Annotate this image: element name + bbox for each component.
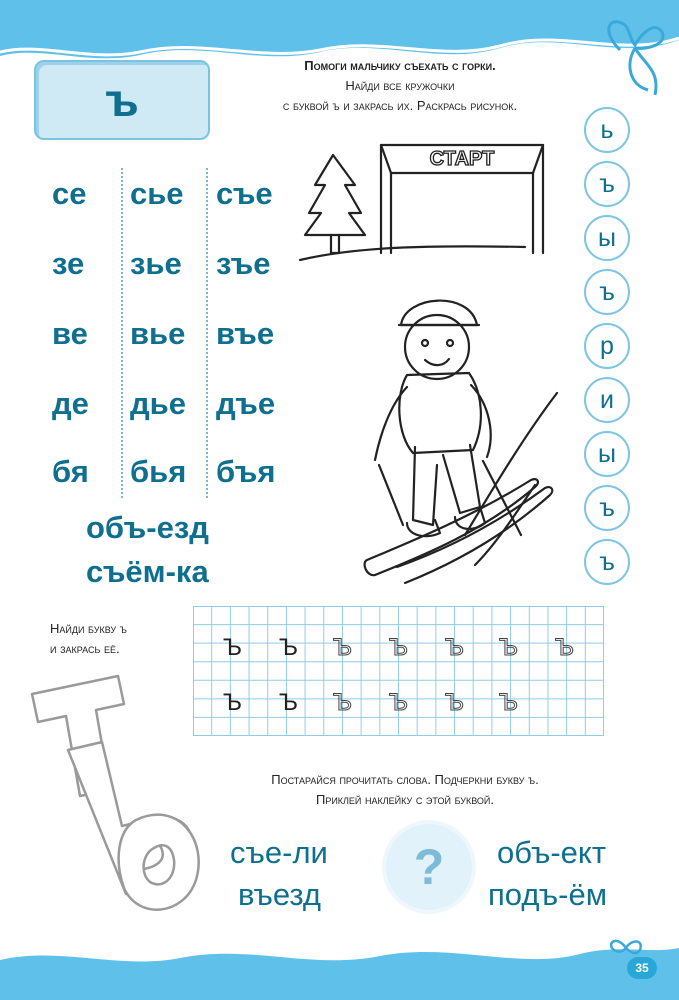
- syllable: дье: [130, 386, 186, 421]
- grid-letter-traced[interactable]: Ъ: [499, 634, 518, 661]
- syllable: зъе: [216, 246, 271, 281]
- grid-letter[interactable]: Ъ: [279, 689, 298, 716]
- page-number: 35: [627, 957, 657, 979]
- grid-letter-traced[interactable]: Ъ: [555, 634, 574, 661]
- word: объ-ект: [497, 835, 607, 870]
- grid-letter-traced[interactable]: Ъ: [389, 634, 408, 661]
- syllable: съе: [216, 176, 273, 211]
- column-divider: [206, 168, 208, 498]
- grid-letter-traced[interactable]: Ъ: [445, 689, 464, 716]
- syllable: сье: [130, 176, 184, 211]
- grid-letter[interactable]: Ъ: [223, 634, 242, 661]
- grid-letters: [193, 606, 604, 736]
- syllable: бъя: [216, 454, 276, 489]
- word: съе-ли: [230, 835, 328, 870]
- grid-letter[interactable]: Ъ: [279, 634, 298, 661]
- skier-illustration: [295, 135, 575, 590]
- question-mark-icon: ?: [413, 839, 445, 895]
- word: съём-ка: [86, 554, 209, 589]
- sticker-placeholder[interactable]: [386, 824, 472, 910]
- letter-bubble[interactable]: ы: [584, 215, 630, 261]
- letter-bubble[interactable]: ы: [584, 431, 630, 477]
- instruction-bottom-line-1: Постарайся прочитать слова. Подчеркни букву ъ.: [271, 772, 539, 787]
- instruction-line-1: Помоги мальчику съехать с горки.: [304, 58, 496, 73]
- ribbon-bow-icon: [600, 10, 670, 100]
- syllable: се: [52, 176, 87, 211]
- grid-instruction: [50, 619, 180, 659]
- grid-letter-traced[interactable]: Ъ: [499, 689, 518, 716]
- letter-bubble[interactable]: ъ: [584, 269, 630, 315]
- column-divider: [121, 168, 123, 498]
- grid-instruction-line-1: Найди букву ъ: [50, 621, 127, 636]
- syllable: въе: [216, 316, 275, 351]
- syllable: зье: [130, 246, 182, 281]
- start-sign-text: СТАРТ: [429, 148, 495, 170]
- syllable: ве: [52, 316, 88, 351]
- ribbon-bow-icon: [606, 930, 646, 960]
- syllable: бья: [130, 454, 187, 489]
- syllable: вье: [130, 316, 186, 351]
- letter-card-text: ъ: [105, 74, 139, 126]
- syllable: бя: [52, 454, 89, 489]
- syllable: зе: [52, 246, 85, 281]
- instruction-line-2: Найди все кружочки: [345, 78, 455, 93]
- instructions-top: [210, 56, 590, 116]
- letter-bubble[interactable]: ъ: [584, 539, 630, 585]
- letter-bubble[interactable]: ъ: [584, 161, 630, 207]
- grid-letter[interactable]: Ъ: [223, 689, 242, 716]
- letter-bubble[interactable]: ъ: [584, 485, 630, 531]
- grid-letter-traced[interactable]: Ъ: [445, 634, 464, 661]
- instruction-line-3: с буквой ъ и закрась их. Раскрась рисунок.: [282, 98, 518, 113]
- letter-card: [34, 60, 210, 140]
- grid-letter-traced[interactable]: Ъ: [389, 689, 408, 716]
- grid-letter-traced[interactable]: Ъ: [333, 634, 352, 661]
- outlined-letters-decoration: [18, 670, 208, 920]
- word: объ-езд: [86, 510, 209, 545]
- syllable: дъе: [216, 386, 276, 421]
- letter-bubble[interactable]: и: [584, 377, 630, 423]
- grid-letter-traced[interactable]: Ъ: [333, 689, 352, 716]
- word: въезд: [238, 877, 321, 912]
- word: подъ-ём: [488, 877, 608, 912]
- letter-bubble[interactable]: р: [584, 323, 630, 369]
- grid-instruction-line-2: и закрась её.: [50, 641, 120, 656]
- instructions-bottom: [220, 770, 590, 810]
- letter-bubble[interactable]: ь: [584, 107, 630, 153]
- instruction-bottom-line-2: Приклей наклейку с этой буквой.: [315, 792, 495, 807]
- bottom-wave-band: [0, 930, 679, 1000]
- syllable: де: [52, 386, 89, 421]
